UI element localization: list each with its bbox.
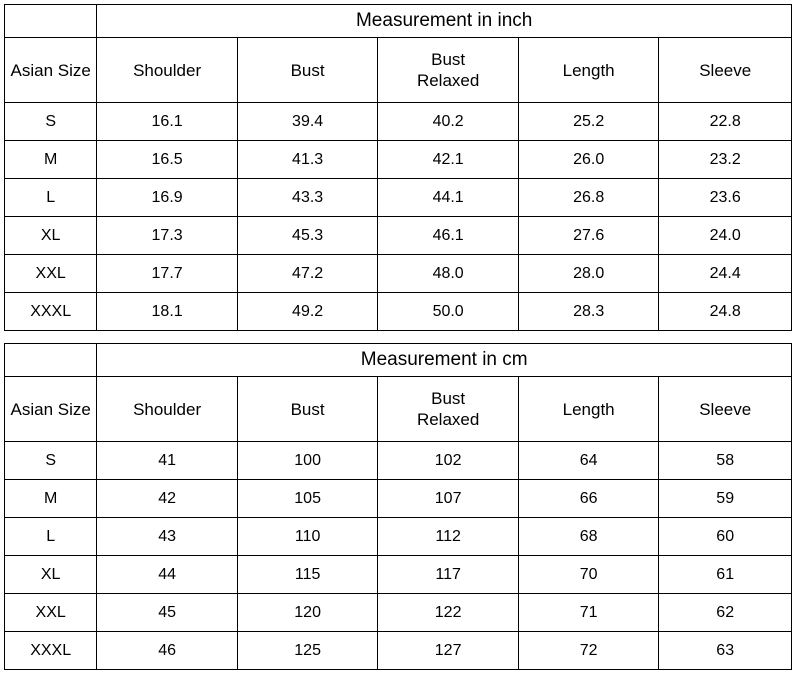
table-row [5, 632, 792, 670]
row-size: XXXL [5, 293, 97, 331]
column-header-text: Shoulder [133, 399, 202, 419]
column-header-bust-relaxed [378, 38, 519, 103]
table-row [5, 103, 792, 141]
table-title: Measurement in cm [97, 344, 792, 377]
table-separator [4, 331, 792, 343]
cell-bust-relaxed: 127 [378, 632, 519, 670]
cell-bust-relaxed: 107 [378, 480, 519, 518]
cell-sleeve: 23.2 [659, 141, 792, 179]
column-header-text: Bust [431, 389, 466, 408]
table-title: Measurement in inch [97, 5, 792, 38]
column-header-text: Shoulder [133, 60, 202, 80]
table-row [5, 480, 792, 518]
table-row [5, 442, 792, 480]
cell-length: 70 [518, 556, 659, 594]
cell-bust: 100 [237, 442, 378, 480]
cell-bust: 47.2 [237, 255, 378, 293]
column-header-shoulder [97, 38, 238, 103]
cell-length: 28.3 [518, 293, 659, 331]
row-size: XL [5, 556, 97, 594]
cell-bust: 49.2 [237, 293, 378, 331]
row-size: M [5, 141, 97, 179]
cell-length: 26.8 [518, 179, 659, 217]
column-header-text: Bust [290, 60, 325, 80]
cell-bust: 39.4 [237, 103, 378, 141]
table-row [5, 556, 792, 594]
cell-length: 68 [518, 518, 659, 556]
cell-length: 26.0 [518, 141, 659, 179]
corner-label-line1: Asian [10, 60, 54, 80]
column-header-sleeve [659, 38, 792, 103]
cell-shoulder: 45 [97, 594, 238, 632]
column-header-length [518, 377, 659, 442]
column-header-shoulder [97, 377, 238, 442]
column-header-bust [237, 377, 378, 442]
cell-length: 27.6 [518, 217, 659, 255]
cell-sleeve: 63 [659, 632, 792, 670]
cell-bust: 125 [237, 632, 378, 670]
column-header-text: Bust [431, 50, 466, 69]
table-title-row [5, 344, 792, 377]
cell-sleeve: 59 [659, 480, 792, 518]
cell-length: 25.2 [518, 103, 659, 141]
corner-label [5, 377, 97, 442]
cell-shoulder: 16.1 [97, 103, 238, 141]
table-row [5, 293, 792, 331]
cell-bust-relaxed: 122 [378, 594, 519, 632]
cell-bust-relaxed: 117 [378, 556, 519, 594]
cell-bust: 120 [237, 594, 378, 632]
row-size: XXL [5, 255, 97, 293]
column-header-text: Sleeve [699, 60, 752, 80]
column-header-text: Length [562, 60, 615, 80]
table-title-row [5, 5, 792, 38]
cell-shoulder: 16.9 [97, 179, 238, 217]
cell-sleeve: 61 [659, 556, 792, 594]
column-header-bust [237, 38, 378, 103]
cell-sleeve: 22.8 [659, 103, 792, 141]
row-size: S [5, 103, 97, 141]
cell-shoulder: 18.1 [97, 293, 238, 331]
corner-label-line1: Asian [10, 399, 54, 419]
cell-bust-relaxed: 46.1 [378, 217, 519, 255]
column-header-bust-relaxed [378, 377, 519, 442]
cell-bust: 41.3 [237, 141, 378, 179]
cell-sleeve: 24.8 [659, 293, 792, 331]
cell-length: 28.0 [518, 255, 659, 293]
cell-shoulder: 17.3 [97, 217, 238, 255]
cell-length: 64 [518, 442, 659, 480]
corner-label [5, 38, 97, 103]
column-header-subtext: Relaxed [416, 71, 480, 90]
corner-label-line2: Size [57, 60, 91, 80]
row-size: L [5, 179, 97, 217]
column-header-subtext: Relaxed [416, 410, 480, 429]
row-size: XL [5, 217, 97, 255]
cell-shoulder: 46 [97, 632, 238, 670]
cell-bust: 110 [237, 518, 378, 556]
cell-shoulder: 41 [97, 442, 238, 480]
cell-bust-relaxed: 102 [378, 442, 519, 480]
cell-length: 72 [518, 632, 659, 670]
cell-length: 71 [518, 594, 659, 632]
cell-bust-relaxed: 50.0 [378, 293, 519, 331]
cell-bust: 115 [237, 556, 378, 594]
table-row [5, 518, 792, 556]
cell-bust: 105 [237, 480, 378, 518]
size-table-inch [4, 4, 792, 331]
column-header-text: Bust [290, 399, 325, 419]
cell-bust-relaxed: 112 [378, 518, 519, 556]
cell-bust-relaxed: 42.1 [378, 141, 519, 179]
column-header-length [518, 38, 659, 103]
cell-sleeve: 24.0 [659, 217, 792, 255]
corner-spacer [5, 5, 97, 38]
cell-sleeve: 58 [659, 442, 792, 480]
cell-sleeve: 60 [659, 518, 792, 556]
cell-shoulder: 43 [97, 518, 238, 556]
row-size: XXL [5, 594, 97, 632]
cell-bust-relaxed: 48.0 [378, 255, 519, 293]
cell-bust: 43.3 [237, 179, 378, 217]
cell-shoulder: 17.7 [97, 255, 238, 293]
table-header-row [5, 377, 792, 442]
cell-shoulder: 16.5 [97, 141, 238, 179]
cell-sleeve: 23.6 [659, 179, 792, 217]
column-header-text: Sleeve [699, 399, 752, 419]
table-header-row [5, 38, 792, 103]
cell-bust: 45.3 [237, 217, 378, 255]
table-row [5, 594, 792, 632]
column-header-text: Length [562, 399, 615, 419]
size-table-cm [4, 343, 792, 670]
table-row [5, 217, 792, 255]
table-row [5, 255, 792, 293]
column-header-sleeve [659, 377, 792, 442]
cell-bust-relaxed: 44.1 [378, 179, 519, 217]
table-row [5, 141, 792, 179]
row-size: M [5, 480, 97, 518]
cell-shoulder: 42 [97, 480, 238, 518]
cell-shoulder: 44 [97, 556, 238, 594]
cell-bust-relaxed: 40.2 [378, 103, 519, 141]
cell-length: 66 [518, 480, 659, 518]
row-size: S [5, 442, 97, 480]
row-size: L [5, 518, 97, 556]
row-size: XXXL [5, 632, 97, 670]
cell-sleeve: 62 [659, 594, 792, 632]
cell-sleeve: 24.4 [659, 255, 792, 293]
corner-label-line2: Size [57, 399, 91, 419]
corner-spacer [5, 344, 97, 377]
table-row [5, 179, 792, 217]
